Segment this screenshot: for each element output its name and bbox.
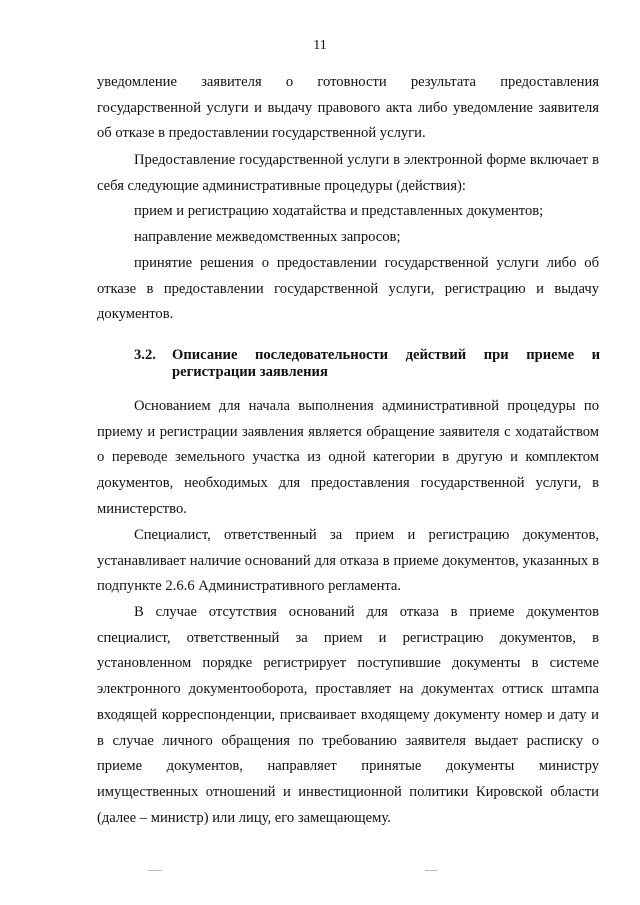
paragraph-electronic-form: Предоставление государственной услуги в электронной форме включает в себя следующие административные процедуры (действия): [97, 152, 599, 194]
paragraph-specialist: Специалист, ответственный за прием и регистрацию документов, устанавливает наличие оснований для отказа в приеме документов, указанных в подпункте 2.6.6 Административного регламента. [97, 527, 599, 595]
scan-mark-left [148, 870, 162, 871]
paragraph-notification-continued: уведомление заявителя о готовности результата предоставления государственной услуги и выдачу правового акта либо уведомление заявителя об отказе в предоставлении государственной услуги. [97, 74, 599, 142]
paragraph-decision: принятие решения о предоставлении государственной услуги либо об отказе в предоставлении государственной услуги, регистрацию и выдачу документов. [97, 255, 599, 323]
list-item-reception: прием и регистрацию ходатайства и представленных документов; [134, 203, 544, 219]
list-item-interagency-requests: направление межведомственных запросов; [134, 229, 401, 245]
paragraph-basis: Основанием для начала выполнения административной процедуры по приему и регистрации заявления является обращение заявителя с ходатайством о переводе земельного участка из одной категории в другую и комплектом документов, необходимых для предоставления государственной услуги, в министерство. [97, 398, 599, 517]
section-number: 3.2. [134, 347, 156, 363]
paragraph-registration: В случае отсутствия оснований для отказа в приеме документов специалист, ответственный за прием и регистрацию документов, в установленном порядке регистрирует поступившие документы в системе электронного документооборота, проставляет на документах оттиск штампа входящей корреспонденции, присваивает входящему документу номер и дату и в случае личного обращения по требованию заявителя выдает расписку о приеме документов, направляет принятые документы министру имущественных отношений и инвестиционной политики Кировской области (далее – министр) или лицу, его замещающему. [97, 604, 599, 826]
page-number: 11 [313, 38, 327, 53]
section-title: Описание последовательности действий при приеме и регистрации заявления [172, 347, 600, 380]
scan-mark-right [425, 870, 437, 871]
